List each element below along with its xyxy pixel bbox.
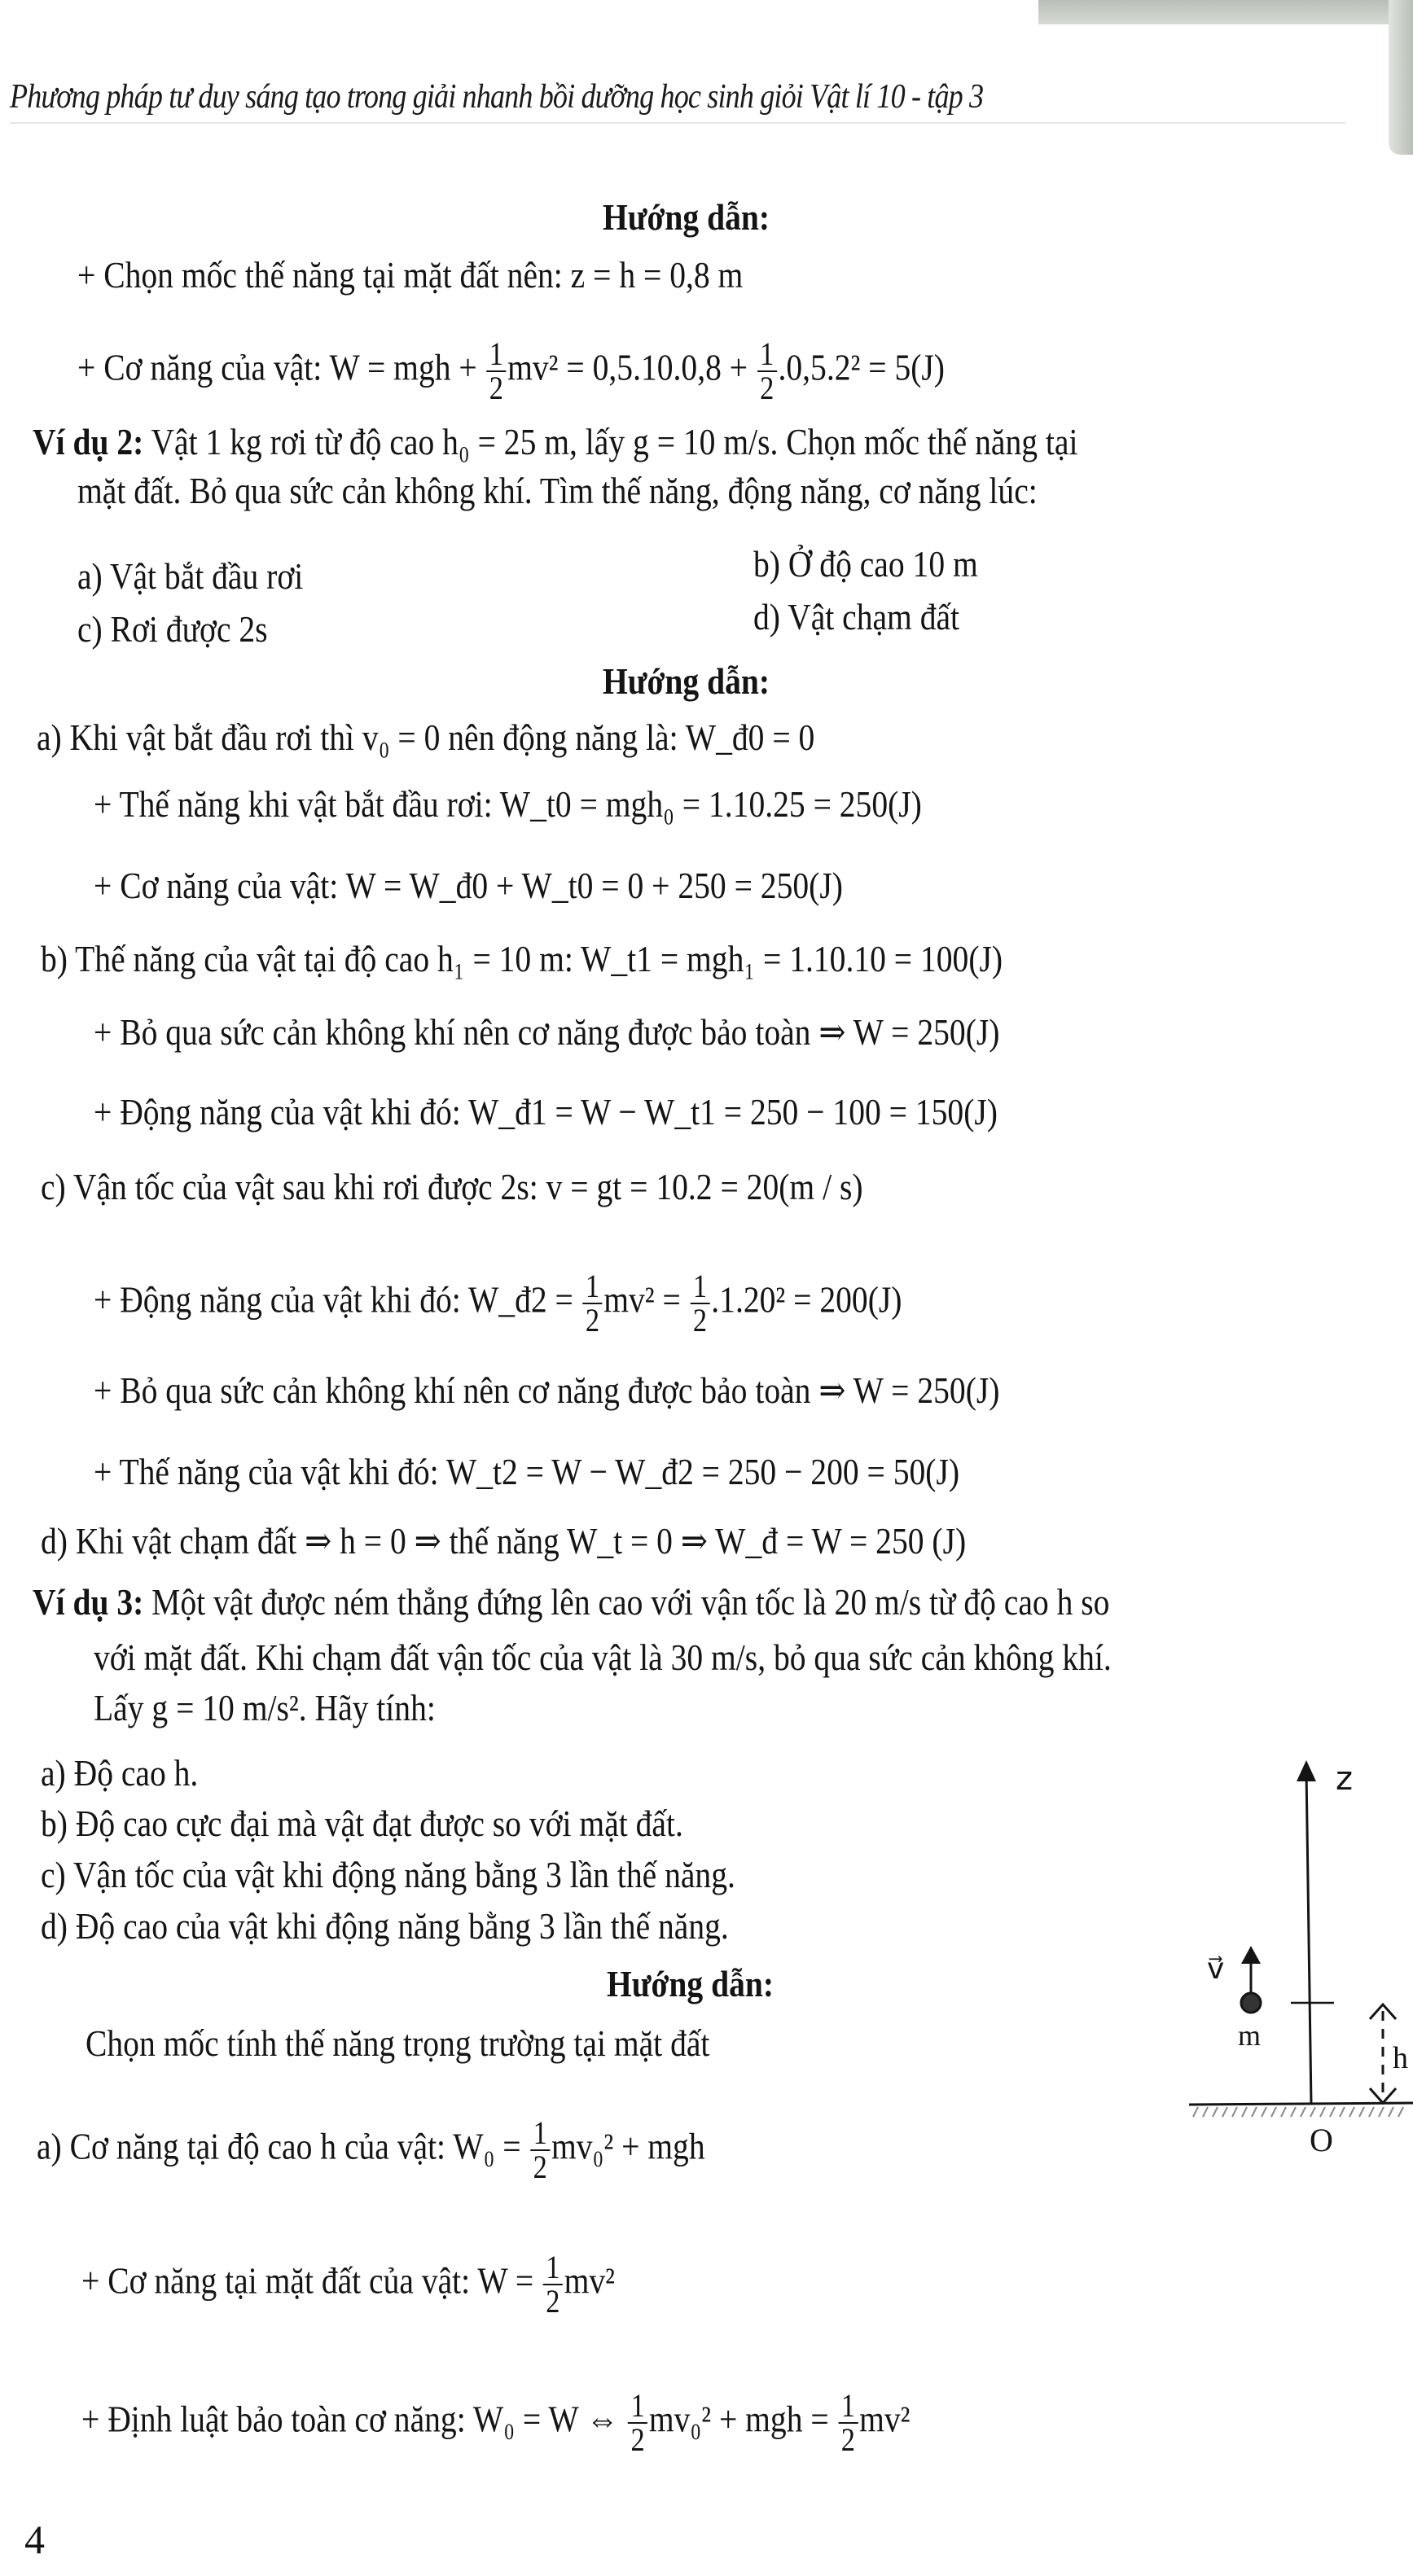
ex3-solution-intro: Chọn mốc tính thế năng trọng trường tại mặt đất [86, 2022, 710, 2064]
example2-text: Vật 1 kg rơi từ độ cao h₀ = 25 m, lấy g = 10 m/s. Chọn mốc thế năng tại [143, 421, 1078, 462]
ex2-solution-c: c) Vận tốc của vật sau khi rơi được 2s: v = gt = 10.2 = 20(m / s) [41, 1166, 863, 1207]
ex3-solution-step1 [81, 2251, 615, 2318]
example2-option-a: a) Vật bắt đầu rơi [77, 555, 304, 597]
example2-option-b: b) Ở độ cao 10 m [753, 543, 978, 585]
z-axis [1306, 1771, 1311, 2105]
fraction-half: $\frac{1}{2}$ [486, 338, 506, 405]
mass-ball-icon [1241, 1993, 1261, 2013]
ex2-solution-b-step2: + Động năng của vật khi đó: W_đ1 = W − W_t1 = 250 − 100 = 150(J) [94, 1091, 998, 1132]
ex2-solution-a: a) Khi vật bắt đầu rơi thì v₀ = 0 nên động năng là: W_đ0 = 0 [37, 716, 815, 758]
formula-part: mv₀² + mgh [551, 2125, 705, 2167]
mass-label: m [1238, 2019, 1262, 2052]
example2-label: Ví dụ 2: [33, 421, 144, 462]
ex2-solution-c-step3: + Thế năng của vật khi đó: W_t2 = W − W_đ2 = 250 − 200 = 50(J) [94, 1451, 960, 1492]
z-axis-arrow-icon [1297, 1760, 1316, 1781]
fraction-half: $\frac{1}{2}$ [530, 2117, 550, 2184]
vertical-throw-diagram [1173, 1734, 1413, 2198]
page-corner-shadow [1038, 0, 1413, 24]
formula-part: + Động năng của vật khi đó: W_đ2 = [94, 1278, 581, 1321]
ex2-solution-c-step1 [94, 1270, 902, 1337]
fraction-half: $\frac{1}{2}$ [543, 2251, 563, 2318]
example3-text: Một vật được ném thẳng đứng lên cao với vận tốc là 20 m/s từ độ cao h so [143, 1581, 1110, 1623]
guide-heading-2: Hướng dẫn: [603, 660, 770, 702]
running-header: Phương pháp tư duy sáng tạo trong giải nhanh bồi dưỡng học sinh giỏi Vật lí 10 - tập 3 [10, 78, 984, 116]
example2-option-c: c) Rơi được 2s [77, 608, 268, 650]
page-edge-shadow [1389, 0, 1413, 155]
ex2-solution-b: b) Thế năng của vật tại độ cao h₁ = 10 m: W_t1 = mgh₁ = 1.10.10 = 100(J) [41, 938, 1003, 979]
example3-statement-line-3: Lấy g = 10 m/s². Hãy tính: [94, 1687, 436, 1728]
section1-line-2 [77, 335, 945, 406]
formula-part: mv² = 0,5.10.0,8 + [507, 346, 756, 388]
h-label: h [1393, 2041, 1408, 2075]
formula-part: mv² [859, 2398, 911, 2440]
formula-part: mv² = [603, 1278, 689, 1321]
fraction-half: $\frac{1}{2}$ [757, 338, 777, 405]
guide-heading-3: Hướng dẫn: [607, 1963, 775, 2004]
ex2-solution-c-step2: + Bỏ qua sức cản không khí nên cơ năng được bảo toàn ⇒ W = 250(J) [94, 1369, 1000, 1411]
example3-question-b: b) Độ cao cực đại mà vật đạt được so với mặt đất. [41, 1803, 683, 1844]
fraction-half: $\frac{1}{2}$ [582, 1270, 602, 1337]
example3-label: Ví dụ 3: [33, 1581, 144, 1623]
header-divider [10, 122, 1345, 124]
example3-question-c: c) Vận tốc của vật khi động năng bằng 3 lần thế năng. [41, 1854, 735, 1895]
origin-label: O [1310, 2122, 1333, 2158]
ex2-solution-a-step1: + Thế năng khi vật bắt đầu rơi: W_t0 = mgh₀ = 1.10.25 = 250(J) [94, 783, 922, 825]
formula-part: .1.20² = 200(J) [711, 1278, 902, 1321]
formula-part: mv₀² + mgh = [648, 2398, 837, 2440]
ground-line [1189, 2103, 1413, 2105]
example3-question-a: a) Độ cao h. [41, 1752, 199, 1794]
formula-part: a) Cơ năng tại độ cao h của vật: W₀ = [37, 2125, 529, 2167]
velocity-label: v⃗ [1207, 1952, 1225, 1985]
example3-statement-line-2: với mặt đất. Khi chạm đất vận tốc của vật là 30 m/s, bỏ qua sức cản không khí. [94, 1636, 1112, 1678]
fraction-half: $\frac{1}{2}$ [838, 2390, 858, 2456]
formula-part: .0,5.2² = 5(J) [778, 346, 945, 388]
formula-part: + Định luật bảo toàn cơ năng: W₀ = W ⇔ [81, 2398, 627, 2440]
z-axis-label: z [1336, 1760, 1353, 1798]
ex3-solution-step2 [81, 2387, 911, 2458]
ex3-solution-a [37, 2114, 705, 2185]
section1-line-1: + Chọn mốc thế năng tại mặt đất nên: z = h = 0,8 m [77, 254, 744, 296]
fraction-half: $\frac{1}{2}$ [628, 2390, 647, 2456]
example2-statement-line-1 [33, 419, 1077, 465]
ex2-solution-a-step2: + Cơ năng của vật: W = W_đ0 + W_t0 = 0 + 250 = 250(J) [94, 865, 843, 906]
fraction-half: $\frac{1}{2}$ [690, 1270, 709, 1337]
example2-statement-line-2: mặt đất. Bỏ qua sức cản không khí. Tìm thế năng, động năng, cơ năng lúc: [77, 470, 1038, 511]
ex2-solution-d: d) Khi vật chạm đất ⇒ h = 0 ⇒ thế năng W_t = 0 ⇒ W_đ = W = 250 (J) [41, 1520, 967, 1562]
formula-part: + Cơ năng của vật: W = mgh + [77, 346, 485, 388]
example3-statement-line-1 [33, 1579, 1109, 1625]
example3-question-d: d) Độ cao của vật khi động năng bằng 3 lần thế năng. [41, 1905, 729, 1947]
formula-part: mv² [564, 2259, 615, 2302]
ground-hatch-icon [1193, 2107, 1403, 2117]
guide-heading-1: Hướng dẫn: [603, 196, 770, 238]
velocity-arrow-icon [1241, 1946, 1261, 1964]
formula-part: + Cơ năng tại mặt đất của vật: W = [81, 2259, 542, 2302]
example2-option-d: d) Vật chạm đất [753, 596, 960, 637]
ex2-solution-b-step1: + Bỏ qua sức cản không khí nên cơ năng được bảo toàn ⇒ W = 250(J) [94, 1011, 1000, 1053]
page-number: 4 [24, 2517, 45, 2562]
